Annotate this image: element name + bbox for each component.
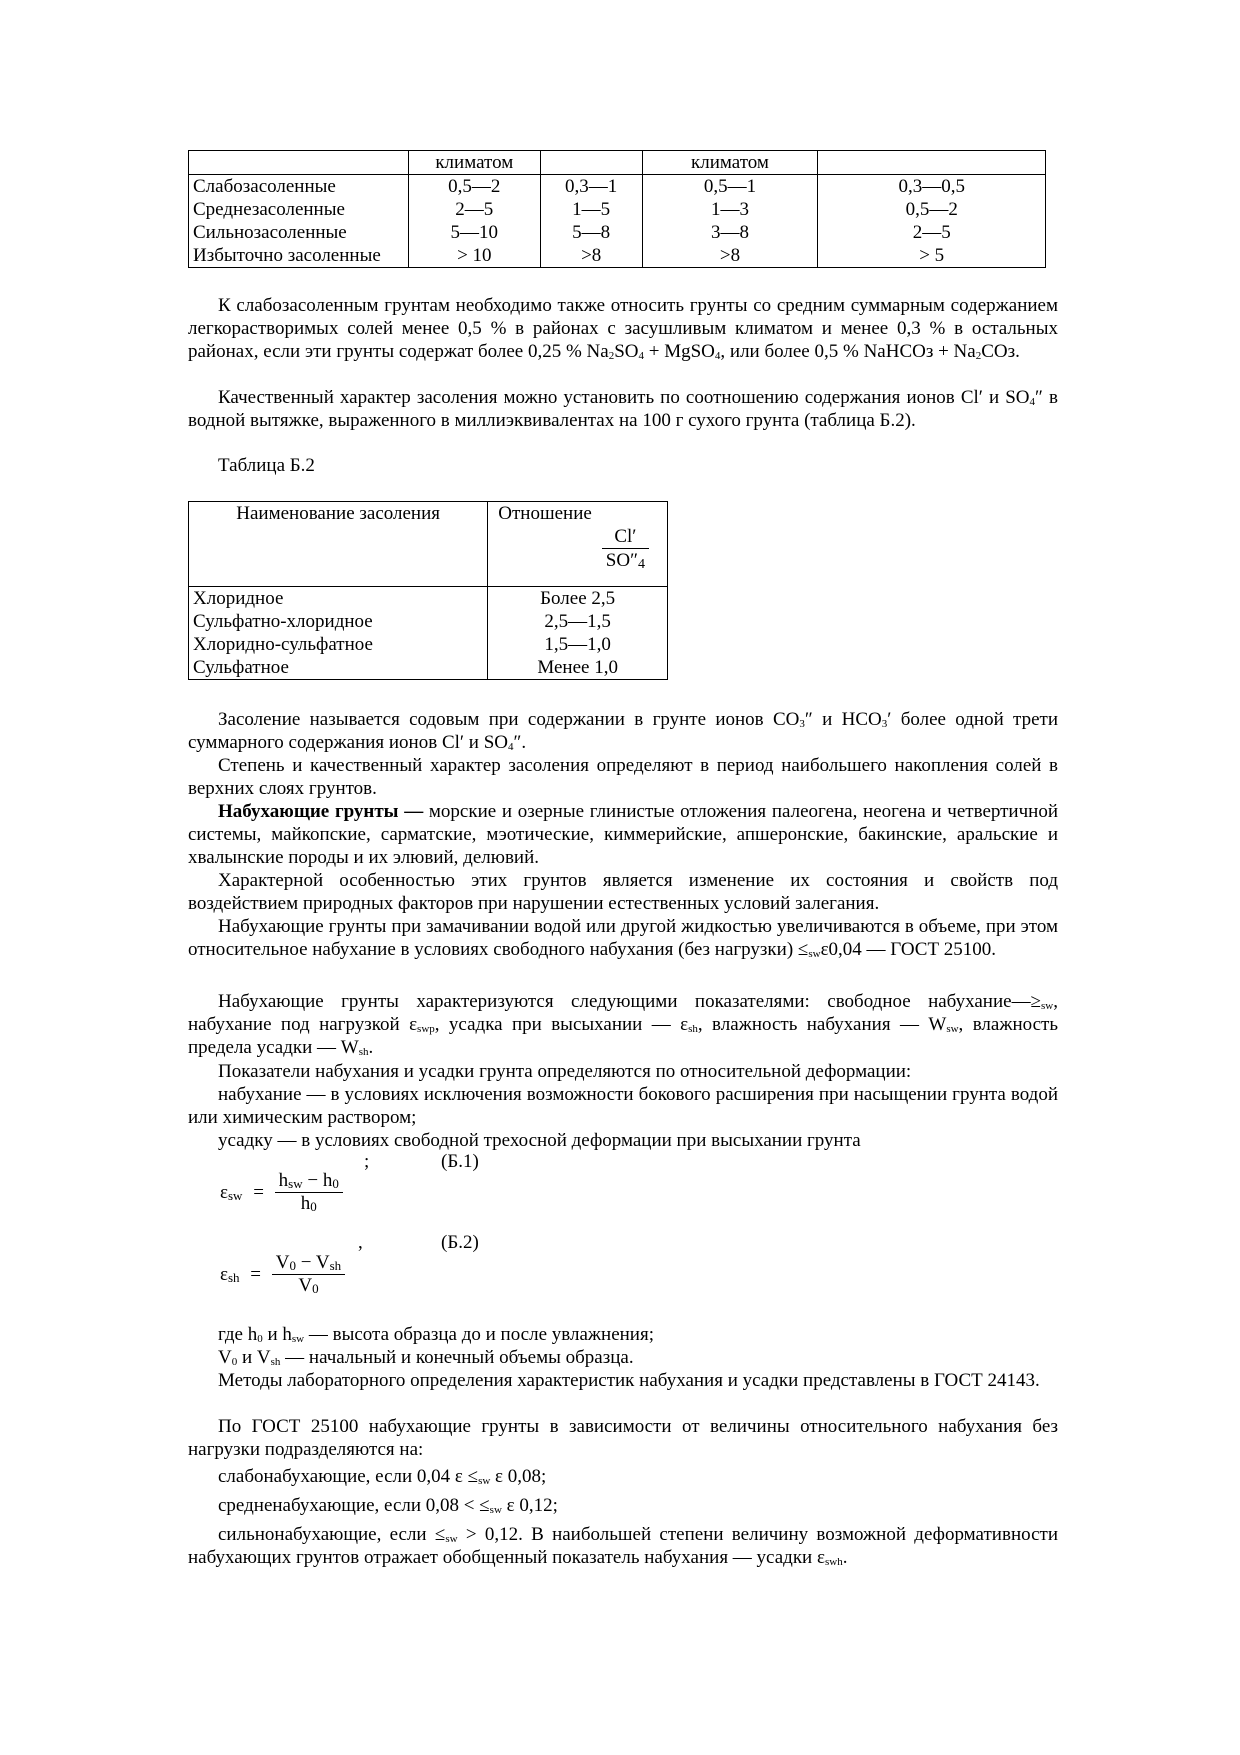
fraction-denominator: [272, 1274, 345, 1297]
salinity-table: [188, 150, 1046, 268]
subscript: 0: [289, 1258, 296, 1273]
subscript: sw: [489, 1504, 502, 1516]
subscript: sw: [445, 1533, 458, 1545]
text: .: [842, 1547, 848, 1568]
fraction-numerator: [272, 1252, 345, 1274]
text: и V: [237, 1347, 271, 1368]
table-row: [189, 633, 668, 656]
text: V: [298, 1275, 313, 1296]
text: , набухание под нагрузкой ε: [188, 991, 1058, 1035]
text: ε: [220, 1181, 228, 1203]
salinity-type-table: [188, 501, 668, 680]
subscript: sh: [270, 1356, 281, 1368]
table-cell: Более 2,5: [488, 587, 668, 611]
text: > 0,12. В наибольшей степени величину возможной деформативности набухающих грунтов отражает обобщенный показатель набухания — усадки ε: [188, 1524, 1058, 1568]
fraction-denominator: [602, 548, 649, 572]
fraction-numerator: Cl′: [614, 526, 637, 547]
table-cell: 2—5: [408, 198, 540, 221]
text: и h: [262, 1324, 292, 1345]
subscript: sw: [291, 1333, 305, 1345]
table-cell: 0,5—2: [818, 198, 1046, 221]
text: V: [218, 1347, 232, 1368]
table-cell: Избыточно засоленные: [189, 244, 409, 268]
table-cell: Хлоридное: [189, 587, 488, 611]
text: — начальный и конечный объемы образца.: [280, 1347, 634, 1368]
formula-shrinkage: [220, 1252, 345, 1297]
text: h: [300, 1193, 311, 1214]
subscript: 0: [257, 1333, 263, 1345]
formula1-semicolon: ;: [364, 1151, 370, 1172]
text: ″ в водной вытяжке, выраженного в миллиэквивалентах на 100 г сухого грунта (таблица Б.2).: [188, 387, 1059, 431]
table-cell: Хлоридно-сульфатное: [189, 633, 488, 656]
formula2-comma: ,: [358, 1232, 363, 1253]
ratio-label: Отношение: [498, 503, 592, 524]
paragraph-slightly-saline: [188, 294, 1058, 363]
subscript: 2: [975, 350, 982, 362]
formula2-label: (Б.2): [441, 1232, 479, 1253]
subscript: swp: [417, 1023, 435, 1035]
text: ″ и HCO: [804, 709, 882, 730]
subscript: 0: [310, 1199, 317, 1214]
table-cell: климатом: [408, 151, 540, 175]
paragraph-methods: Методы лабораторного определения характеристик набухания и усадки представлены в ГОСТ 24143.: [218, 1370, 1040, 1391]
paragraph-qualitative-salinity: [188, 386, 1058, 432]
paragraph-soda-salinity: [188, 708, 1058, 754]
text: , влажность набухания — W: [697, 1014, 947, 1035]
paragraph-feature: Характерной особенностью этих грунтов является изменение их состояния и свойств под воздействием природных факторов при нарушении естественных условий залегания.: [188, 870, 1058, 914]
table-cell: 0,3—1: [540, 175, 642, 199]
subscript: sw: [288, 1176, 303, 1191]
subscript: 3: [799, 718, 805, 730]
table-row: [189, 656, 668, 680]
table-cell: 1—3: [642, 198, 818, 221]
paragraph-salinity-period: Степень и качественный характер засоления определяют в период наибольшего накопления солей в верхних слоях грунтов.: [188, 755, 1058, 799]
text: ε 0,12;: [501, 1495, 558, 1516]
text: , усадка при высыхании — ε: [434, 1014, 689, 1035]
text: SO: [614, 341, 639, 362]
header-ratio: [488, 502, 668, 587]
subscript: 4: [638, 557, 645, 572]
subscript: 2: [608, 350, 615, 362]
subscript: sh: [688, 1023, 698, 1035]
paragraph-where-v: [188, 1346, 1058, 1369]
text: К слабозасоленным грунтам необходимо также относить грунты со средним суммарным содержанием легкорастворимых солей менее 0,5 % в районах с засушливым климатом и менее 0,3 % в остальных районах, если эти грунты содержат более 0,25 % Na: [188, 295, 1058, 362]
subscript: sh: [227, 1269, 240, 1285]
text: средненабухающие, если 0,08 < ≤: [218, 1495, 490, 1516]
ratio-fraction: [602, 525, 649, 572]
text: V: [275, 1252, 290, 1273]
text: ′ более одной трети суммарного содержания ионов Cl′ и SO: [188, 709, 1058, 753]
table-header-row: [189, 151, 1046, 175]
table-cell: 0,3—0,5: [818, 175, 1046, 199]
table-cell: Среднезасоленные: [189, 198, 409, 221]
formula-lhs: [220, 1264, 240, 1285]
paragraph-medium-swelling: [188, 1494, 1058, 1517]
subscript: 4: [1029, 396, 1036, 408]
text: где h: [218, 1324, 258, 1345]
table-cell: 5—8: [540, 221, 642, 244]
bold-term: Набухающие грунты —: [218, 801, 424, 822]
table-cell: Сильнозасоленные: [189, 221, 409, 244]
text: h: [278, 1170, 289, 1191]
text: + MgSO: [644, 341, 715, 362]
subscript: 0: [231, 1356, 238, 1368]
text: Набухающие грунты при замачивании водой или другой жидкостью увеличиваются в объеме, при этом относительное набухание в условиях свободного набухания (без нагрузки) ≤: [188, 916, 1058, 960]
subscript: 4: [714, 350, 721, 362]
table-cell: Сульфатное: [189, 656, 488, 680]
paragraph-indicators: [188, 990, 1058, 1059]
text: − V: [296, 1252, 330, 1273]
text: слабонабухающие, если 0,04 ε ≤: [218, 1466, 479, 1487]
subscript: 4: [638, 350, 644, 362]
table-row: [189, 244, 1046, 268]
equals-sign: =: [250, 1263, 262, 1285]
table-cell: >8: [642, 244, 818, 268]
table-cell: >8: [540, 244, 642, 268]
table-cell: Слабозасоленные: [189, 175, 409, 199]
paragraph-swelling-def: набухание — в условиях исключения возможности бокового расширения при насыщении грунта водой или химическим раствором;: [188, 1084, 1058, 1128]
paragraph-deformation: Показатели набухания и усадки грунта определяются по относительной деформации:: [218, 1061, 912, 1082]
table-cell: [818, 151, 1046, 175]
subscript: sh: [358, 1046, 369, 1058]
table-row: [189, 610, 668, 633]
text: COз.: [981, 341, 1020, 362]
subscript: sw: [946, 1023, 959, 1035]
table-row: [189, 175, 1046, 199]
text: ε0,04 — ГОСТ 25100.: [820, 939, 997, 960]
paragraph-swelling-volume: [188, 915, 1058, 961]
table-cell: Менее 1,0: [488, 656, 668, 680]
table-cell: климатом: [642, 151, 818, 175]
table-row: [189, 198, 1046, 221]
table-caption: Таблица Б.2: [218, 455, 315, 476]
table-cell: 2,5—1,5: [488, 610, 668, 633]
paragraph-where-h: [188, 1323, 1058, 1346]
subscript: sw: [1041, 1000, 1054, 1012]
formula-fraction: [275, 1170, 343, 1215]
subscript: 0: [312, 1281, 319, 1296]
subscript: 0: [332, 1176, 339, 1191]
text: ε: [220, 1263, 228, 1285]
text: ε 0,08;: [490, 1466, 547, 1487]
text: — высота образца до и после увлажнения;: [304, 1324, 654, 1345]
table-cell: 1,5—1,0: [488, 633, 668, 656]
subscript: sw: [478, 1475, 491, 1487]
table-cell: 0,5—1: [642, 175, 818, 199]
text: Качественный характер засоления можно установить по соотношению содержания ионов Cl′ и SO: [218, 387, 1030, 408]
text: сильнонабухающие, если ≤: [218, 1524, 446, 1545]
text: морские и озерные глинистые отложения палеогена, неогена и четвертичной системы, майкопские, сарматские, мэотические, киммерийские, апшеронские, бакинские, аральские и хвалынские породы и их элювий, делювий.: [188, 801, 1058, 868]
paragraph-strong-swelling: [188, 1523, 1058, 1569]
paragraph-weak-swelling: [188, 1465, 1058, 1488]
subscript: swh: [824, 1556, 843, 1568]
text: , или более 0,5 % NaHCOз + Na: [720, 341, 976, 362]
table-cell: 3—8: [642, 221, 818, 244]
formula-lhs: [220, 1182, 242, 1203]
header-salinity-name: Наименование засоления: [189, 502, 488, 587]
subscript: 4: [508, 741, 514, 753]
subscript: sw: [227, 1187, 243, 1203]
paragraph-swelling-soils: [188, 800, 1058, 869]
text: Набухающие грунты характеризуются следующими показателями: свободное набухание—≥: [218, 991, 1042, 1012]
table-cell: 5—10: [408, 221, 540, 244]
table-header-row: [189, 502, 668, 587]
equals-sign: =: [253, 1181, 264, 1203]
table-cell: > 5: [818, 244, 1046, 268]
formula1-label: (Б.1): [441, 1151, 479, 1172]
text: − h: [302, 1170, 333, 1191]
fraction-numerator: [275, 1170, 343, 1192]
formula-swelling: [220, 1170, 343, 1215]
table-row: [189, 221, 1046, 244]
table-row: [189, 587, 668, 611]
table-cell: 2—5: [818, 221, 1046, 244]
paragraph-classification: По ГОСТ 25100 набухающие грунты в зависимости от величины относительного набухания без нагрузки подразделяются на:: [188, 1416, 1058, 1460]
subscript: 3: [881, 718, 888, 730]
subscript: sh: [329, 1258, 342, 1273]
table-cell: 1—5: [540, 198, 642, 221]
text: , влажность предела усадки — W: [188, 1014, 1059, 1058]
subscript: sw: [808, 948, 821, 960]
formula-fraction: [272, 1252, 345, 1297]
text: .: [368, 1037, 374, 1058]
table-cell: > 10: [408, 244, 540, 268]
fraction-denominator: [275, 1192, 343, 1215]
text: ″.: [513, 732, 527, 753]
text: SO″: [605, 550, 638, 571]
table-cell: Сульфатно-хлоридное: [189, 610, 488, 633]
table-cell: 0,5—2: [408, 175, 540, 199]
paragraph-shrinkage-def: усадку — в условиях свободной трехосной деформации при высыхании грунта: [218, 1130, 861, 1151]
table-cell: [540, 151, 642, 175]
text: Засоление называется содовым при содержании в грунте ионов CO: [218, 709, 800, 730]
table-cell: [189, 151, 409, 175]
